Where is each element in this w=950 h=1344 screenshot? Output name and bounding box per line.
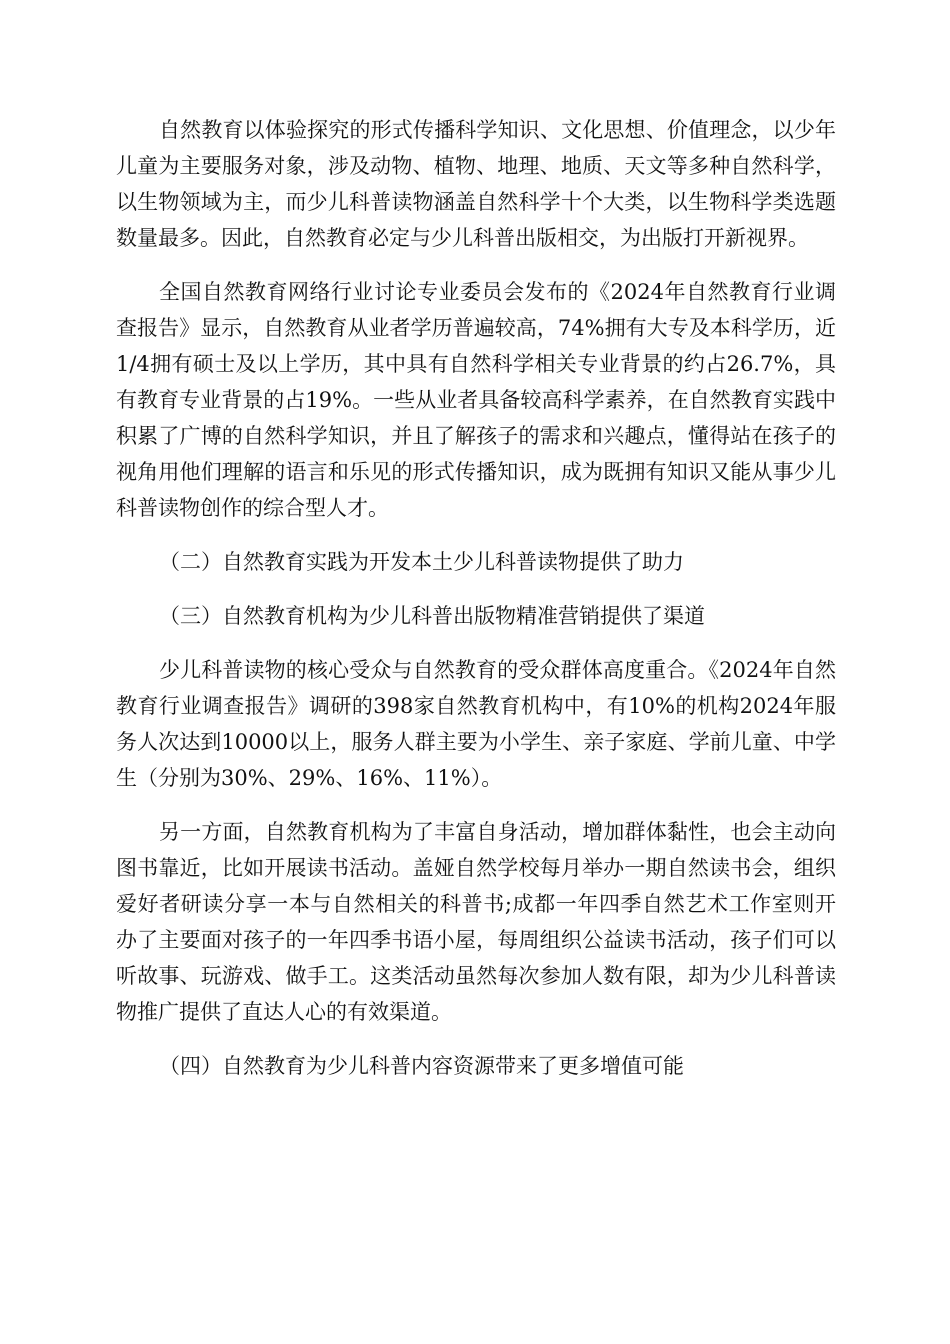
section-heading-3: （三）自然教育机构为少儿科普出版物精准营销提供了渠道 [159,604,705,628]
paragraph-audience-overlap: 少儿科普读物的核心受众与自然教育的受众群体高度重合。《2024年自然教育行业调查报告》调研的398家自然教育机构中，有10%的机构2024年服务人次达到10000以上，服务人群主要为小学生、亲子家庭、学前儿童、中学生（分别为30%、29%、16%、11%）。 [116,658,836,790]
paragraph-nature-education-intro: 自然教育以体验探究的形式传播科学知识、文化思想、价值理念，以少年儿童为主要服务对象，涉及动物、植物、地理、地质、天文等多种自然科学，以生物领域为主，而少儿科普读物涵盖自然科学十个大类，以生物科学类选题数量最多。因此，自然教育必定与少儿科普出版相交，为出版打开新视界。 [116,118,836,250]
section-heading-2: （二）自然教育实践为开发本土少儿科普读物提供了助力 [159,550,684,574]
section-heading-4: （四）自然教育为少儿科普内容资源带来了更多增值可能 [159,1054,684,1078]
paragraph-industry-report: 全国自然教育网络行业讨论专业委员会发布的《2024年自然教育行业调查报告》显示，自然教育从业者学历普遍较高，74%拥有大专及本科学历，近1/4拥有硕士及以上学历，其中具有自然科学相关专业背景的约占26.7%，具有教育专业背景的占19%。一些从业者具备较高科学素养，在自然教育实践中积累了广博的自然科学知识，并且了解孩子的需求和兴趣点，懂得站在孩子的视角用他们理解的语言和乐见的形式传播知识，成为既拥有知识又能从事少儿科普读物创作的综合型人才。 [116,280,836,520]
paragraph-reading-activities: 另一方面，自然教育机构为了丰富自身活动，增加群体黏性，也会主动向图书靠近，比如开展读书活动。盖娅自然学校每月举办一期自然读书会，组织爱好者研读分享一本与自然相关的科普书;成都一年四季自然艺术工作室则开办了主要面对孩子的一年四季书语小屋，每周组织公益读书活动，孩子们可以听故事、玩游戏、做手工。这类活动虽然每次参加人数有限，却为少儿科普读物推广提供了直达人心的有效渠道。 [116,820,836,1024]
document-page [116,112,836,1102]
